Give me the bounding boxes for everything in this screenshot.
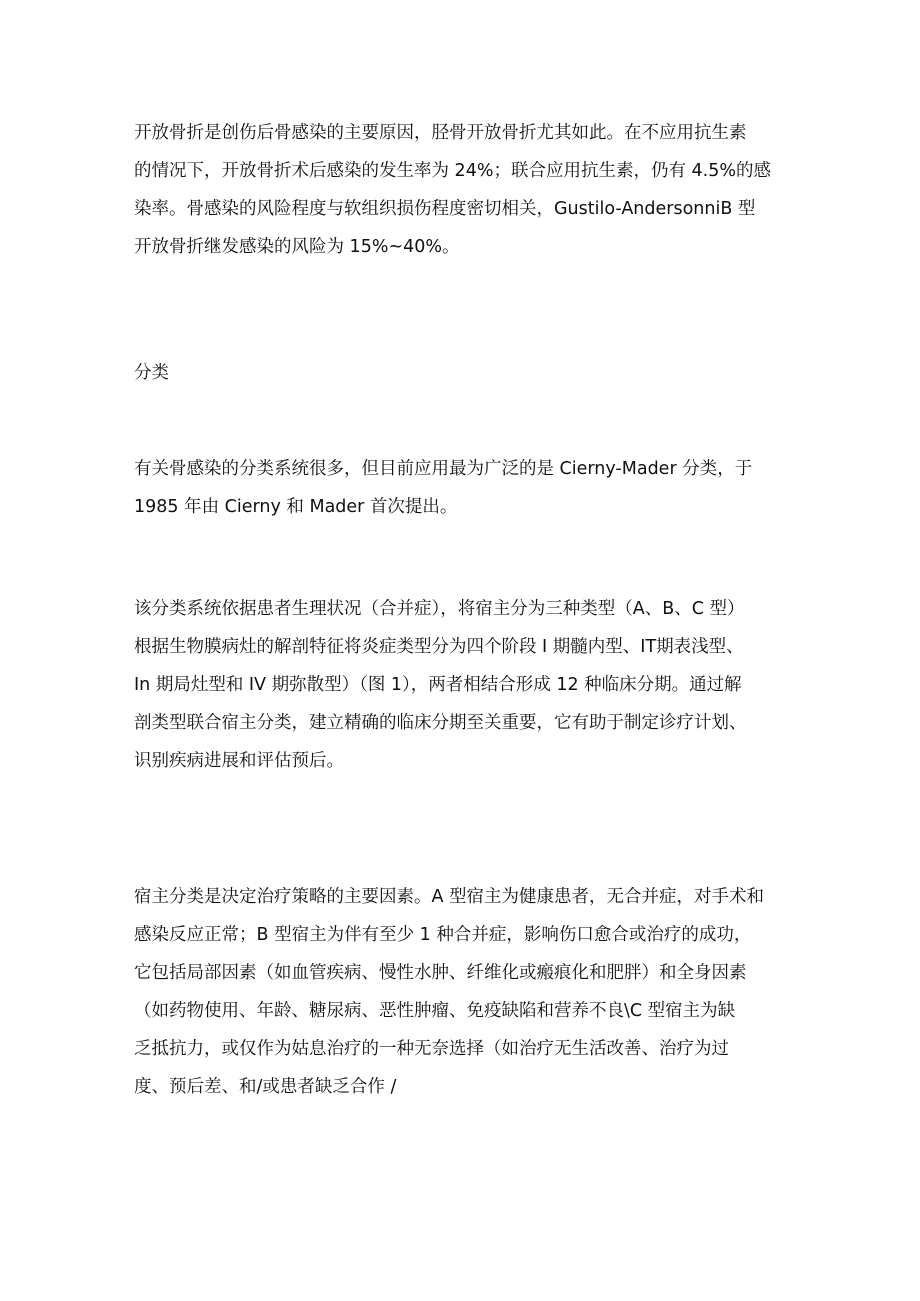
paragraph-open-fracture-infection — [134, 121, 794, 273]
text-line: 开放骨折继发感染的风险为 15%~40%。 — [134, 237, 460, 257]
text-line: 开放骨折是创伤后骨感染的主要原因，胫骨开放骨折尤其如此。在不应用抗生素 — [134, 123, 747, 143]
text-line: 染率。骨感染的风险程度与软组织损伤程度密切相关，Gustilo-AndersonniB 型 — [134, 199, 756, 219]
text-line: 感染反应正常；B 型宿主为伴有至少 1 种合并症，影响伤口愈合或治疗的成功， — [134, 925, 752, 945]
text-line: 度、预后差、和/或患者缺乏合作 / — [134, 1077, 397, 1097]
text-line: 1985 年由 Cierny 和 Mader 首次提出。 — [134, 497, 458, 517]
text-line: 它包括局部因素（如血管疾病、慢性水肿、纤维化或瘢痕化和肥胖）和全身因素 — [134, 963, 747, 983]
paragraph-cierny-mader — [134, 457, 794, 533]
text-line: 剖类型联合宿主分类，建立精确的临床分期至关重要，它有助于制定诊疗计划、 — [134, 713, 747, 733]
text-line: 根据生物膜病灶的解剖特征将炎症类型分为四个阶段 I 期髓内型、IT期表浅型、 — [134, 637, 744, 657]
section-heading: 分类 — [134, 363, 169, 383]
text-line: 有关骨感染的分类系统很多，但目前应用最为广泛的是 Cierny-Mader 分类，于 — [134, 459, 753, 479]
text-line: 的情况下，开放骨折术后感染的发生率为 24%；联合应用抗生素，仍有 4.5%的感 — [134, 161, 771, 181]
text-line: 该分类系统依据患者生理状况（合并症），将宿主分为三种类型（A、B、C 型） — [134, 599, 745, 619]
text-line: （如药物使用、年龄、糖尿病、恶性肿瘤、免疫缺陷和营养不良\C 型宿主为缺 — [134, 1001, 736, 1021]
text-line: 乏抵抗力，或仅作为姑息治疗的一种无奈选择（如治疗无生活改善、治疗为过 — [134, 1039, 729, 1059]
text-line: In 期局灶型和 IV 期弥散型）（图 1），两者相结合形成 12 种临床分期。通过解 — [134, 675, 742, 695]
paragraph-host-anatomic-staging — [134, 597, 794, 787]
paragraph-host-classification — [134, 885, 794, 1113]
section-heading-classification — [134, 361, 794, 399]
text-line: 识别疾病进展和评估预后。 — [134, 751, 344, 771]
text-line: 宿主分类是决定治疗策略的主要因素。A 型宿主为健康患者，无合并症，对手术和 — [134, 887, 765, 907]
